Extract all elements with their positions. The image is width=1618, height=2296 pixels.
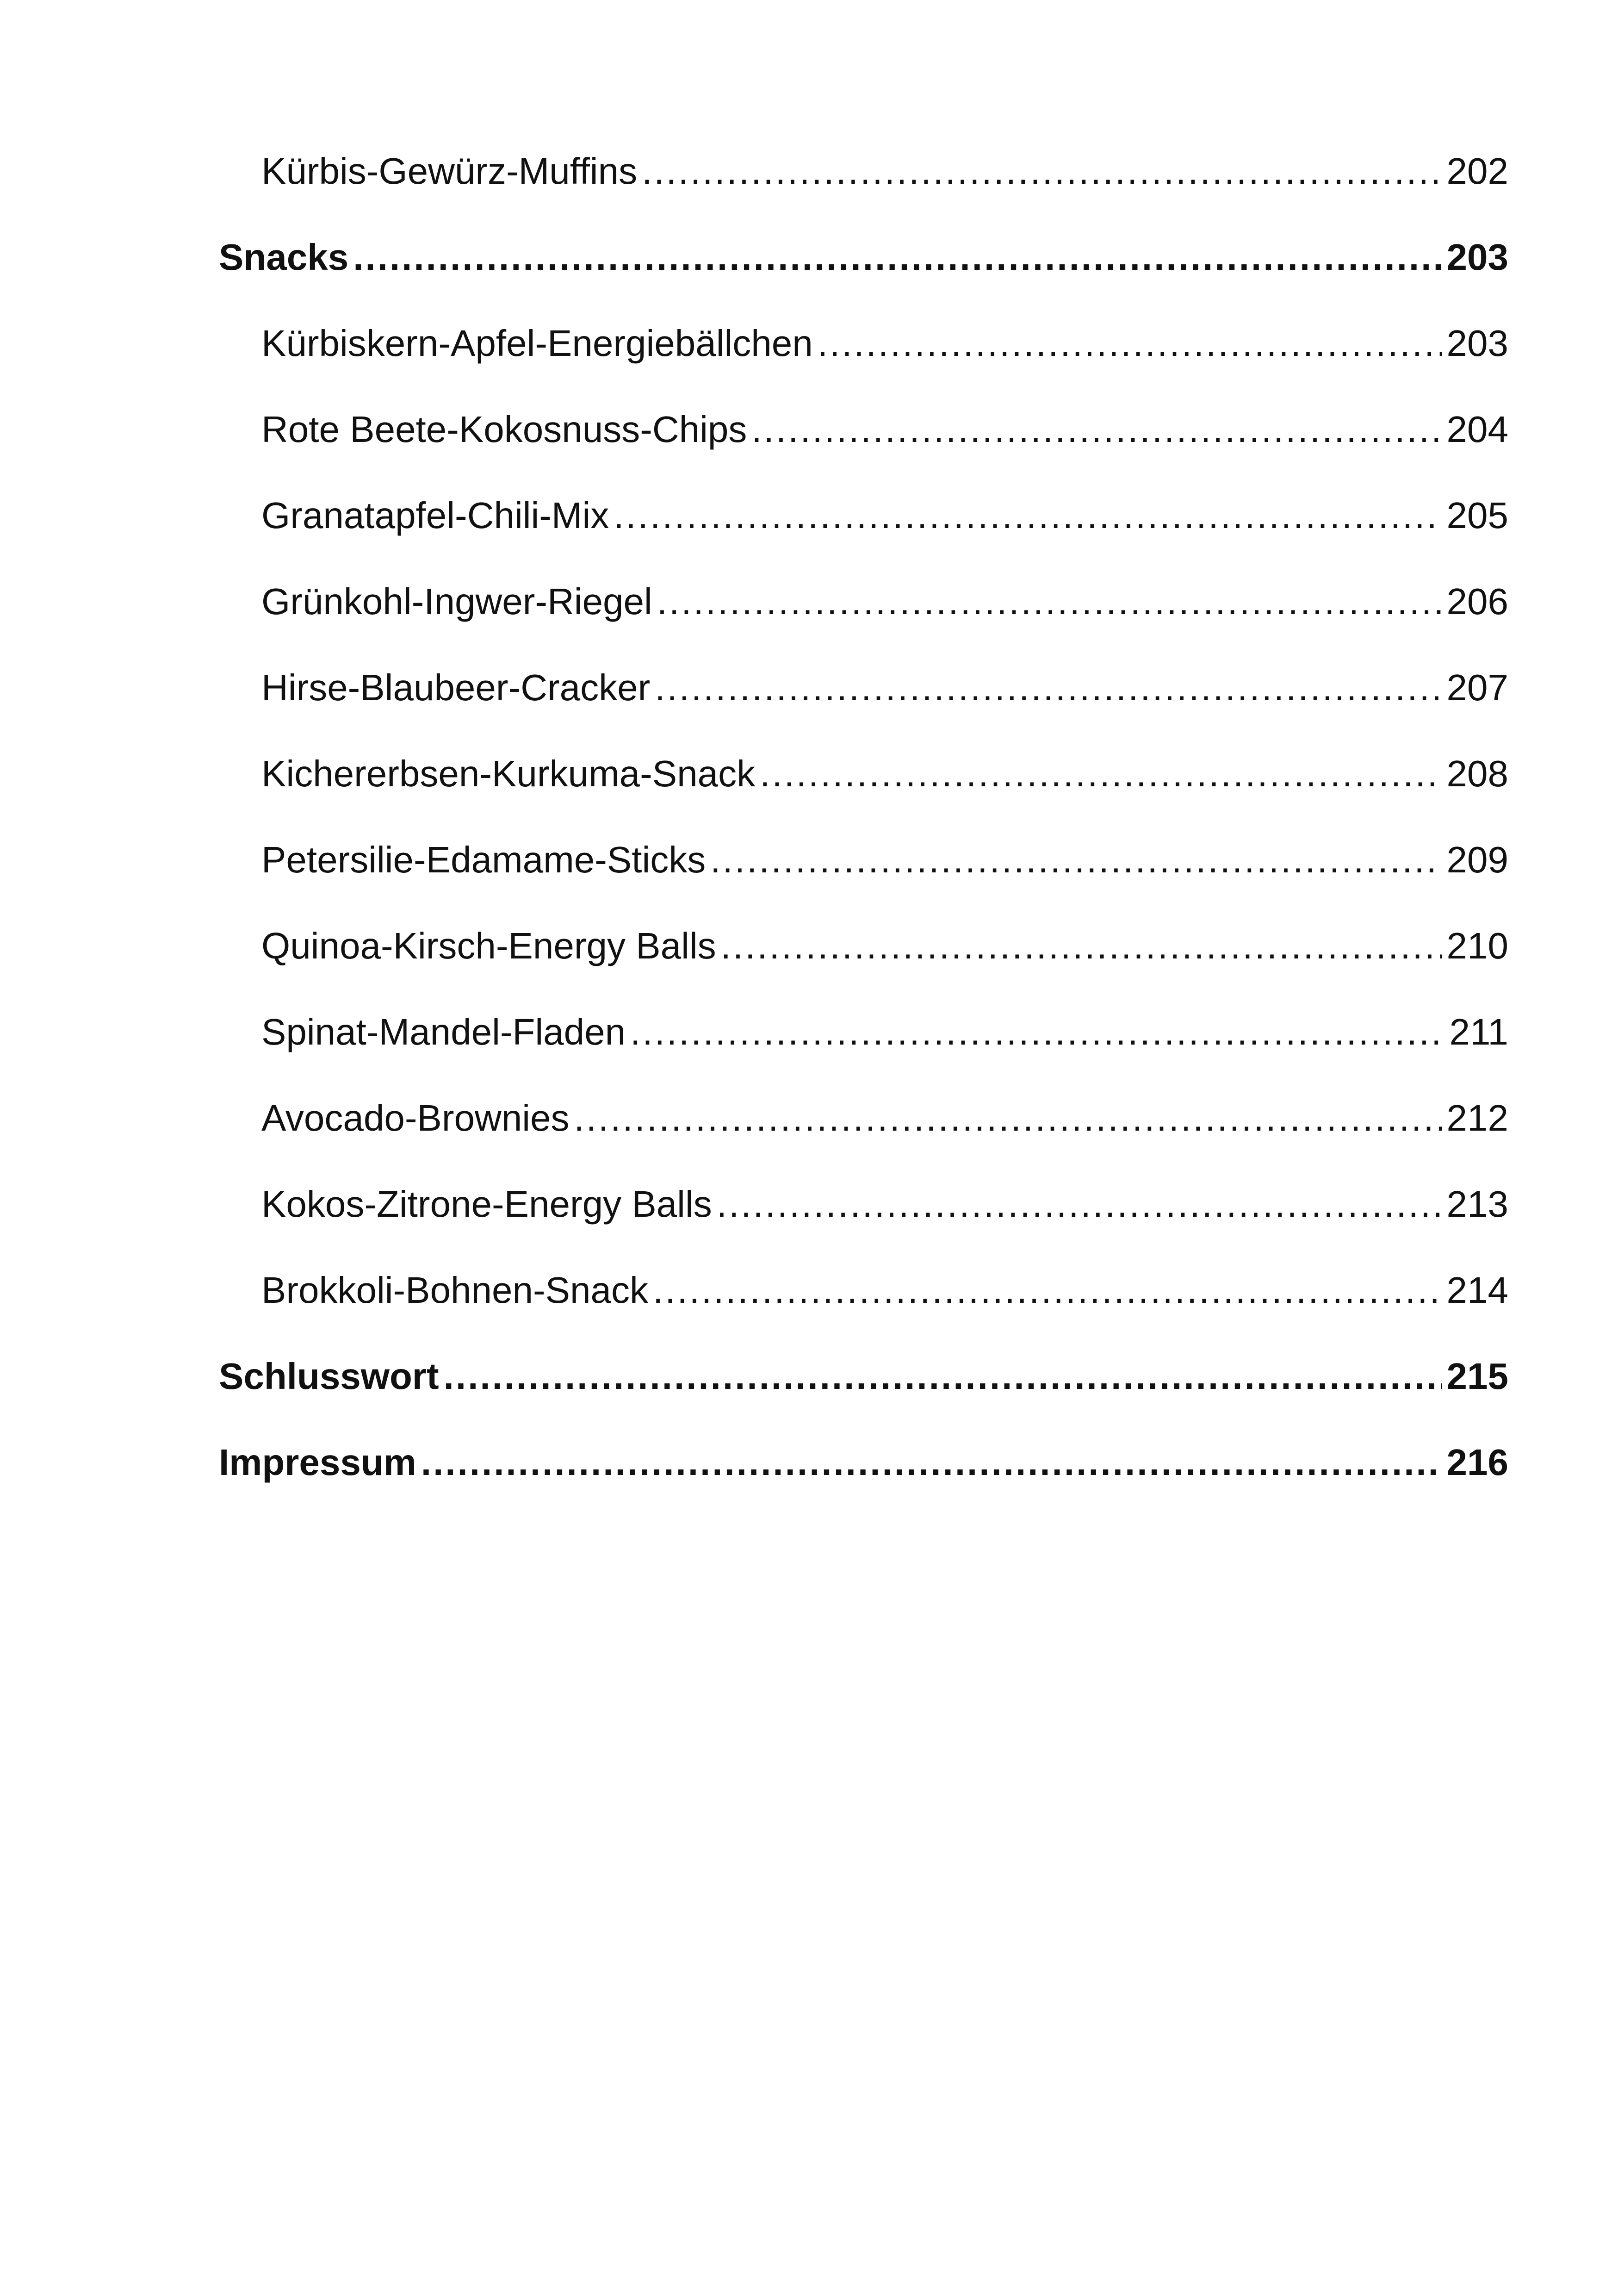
toc-entry-gruenkohl-ingwer-riegel[interactable] [219, 583, 1508, 669]
toc-entry-title: Petersilie-Edamame-Sticks [261, 839, 706, 880]
toc-entry-title: Granatapfel-Chili-Mix [261, 495, 609, 536]
toc-entry-page-number: 209 [1446, 839, 1508, 880]
toc-leader-dots [421, 1444, 1442, 1481]
toc-entry-page-number: 213 [1446, 1183, 1508, 1225]
toc-entry-page-number: 214 [1446, 1269, 1508, 1311]
toc-leader-dots [444, 1358, 1442, 1395]
toc-leader-dots [655, 669, 1442, 706]
toc-section-page-number: 215 [1446, 1356, 1508, 1397]
toc-leader-dots [574, 1100, 1442, 1137]
toc-entry-page-number: 202 [1446, 150, 1508, 192]
toc-entry-title: Hirse-Blaubeer-Cracker [261, 667, 651, 708]
toc-entry-title: Grünkohl-Ingwer-Riegel [261, 581, 652, 622]
toc-entry-page-number: 211 [1449, 1011, 1508, 1052]
toc-leader-dots [653, 1272, 1442, 1309]
toc-leader-dots [630, 1014, 1444, 1051]
toc-entry-title: Avocado-Brownies [261, 1097, 570, 1139]
toc-entry-page-number: 206 [1446, 581, 1508, 622]
toc-leader-dots [710, 841, 1442, 878]
toc-entry-kokos-zitrone-energy-balls[interactable] [219, 1183, 1508, 1272]
toc-section-page-number: 216 [1446, 1442, 1508, 1483]
toc-entry-granatapfel-chili-mix[interactable] [219, 497, 1508, 583]
toc-leader-dots [657, 583, 1442, 620]
toc-section-snacks[interactable] [219, 236, 1508, 325]
toc-entry-hirse-blaubeer-cracker[interactable] [219, 669, 1508, 755]
toc-section-title: Impressum [219, 1442, 416, 1483]
toc-leader-dots [818, 325, 1442, 362]
toc-entry-page-number: 207 [1446, 667, 1508, 708]
toc-entry-title: Kürbiskern-Apfel-Energiebällchen [261, 323, 813, 364]
toc-entry-page-number: 212 [1446, 1097, 1508, 1139]
toc-entry-title: Kichererbsen-Kurkuma-Snack [261, 753, 756, 794]
toc-entry-title: Kürbis-Gewürz-Muffins [261, 150, 638, 192]
toc-entry-kuerbiskern-apfel-energiebaellchen[interactable] [219, 325, 1508, 411]
toc-leader-dots [353, 239, 1442, 276]
toc-leader-dots [642, 153, 1442, 190]
toc-entry-kichererbsen-kurkuma-snack[interactable] [219, 755, 1508, 841]
toc-entry-page-number: 205 [1446, 495, 1508, 536]
toc-entry-brokkoli-bohnen-snack[interactable] [219, 1269, 1508, 1358]
toc-entry-petersilie-edamame-sticks[interactable] [219, 841, 1508, 927]
toc-section-title: Snacks [219, 236, 349, 278]
toc-entry-title: Spinat-Mandel-Fladen [261, 1011, 626, 1052]
toc-entry-title: Kokos-Zitrone-Energy Balls [261, 1183, 712, 1225]
toc-leader-dots [751, 411, 1442, 448]
toc-leader-dots [717, 1186, 1442, 1223]
toc-leader-dots [614, 497, 1442, 534]
toc-entry-spinat-mandel-fladen[interactable] [219, 1011, 1508, 1100]
toc-entry-page-number: 210 [1446, 925, 1508, 966]
toc-section-page-number: 203 [1446, 236, 1508, 278]
toc-entry-page-number: 208 [1446, 753, 1508, 794]
toc-entry-page-number: 203 [1446, 323, 1508, 364]
toc-entry-quinoa-kirsch-energy-balls[interactable] [219, 927, 1508, 1014]
toc-section-impressum[interactable] [219, 1444, 1508, 1530]
toc-entry-rote-beete-kokosnuss-chips[interactable] [219, 411, 1508, 497]
toc-entry-title: Brokkoli-Bohnen-Snack [261, 1269, 648, 1311]
toc-entry-page-number: 204 [1446, 409, 1508, 450]
toc-leader-dots [721, 927, 1442, 964]
toc-section-title: Schlusswort [219, 1356, 439, 1397]
table-of-contents [219, 150, 1508, 1530]
toc-entry-title: Rote Beete-Kokosnuss-Chips [261, 409, 747, 450]
toc-entry-title: Quinoa-Kirsch-Energy Balls [261, 925, 716, 966]
toc-section-schlusswort[interactable] [219, 1358, 1508, 1444]
toc-entry-kuerbis-gewuerz-muffins[interactable] [219, 150, 1508, 239]
toc-leader-dots [760, 755, 1442, 792]
toc-entry-avocado-brownies[interactable] [219, 1097, 1508, 1186]
